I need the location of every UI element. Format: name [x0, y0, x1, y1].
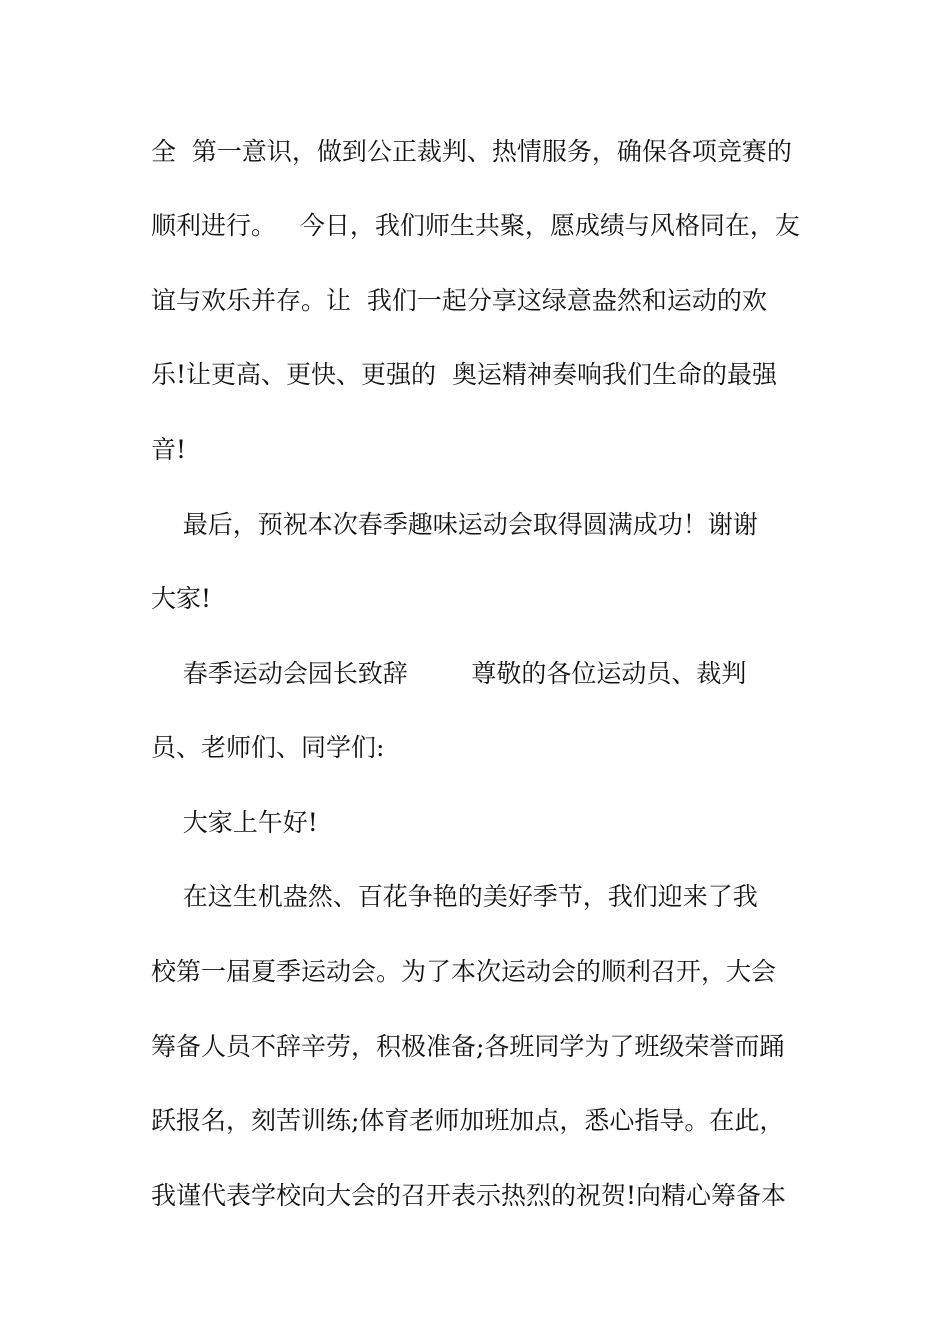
text-line-7: 大家!	[151, 584, 212, 613]
text-line-6: 最后，预祝本次春季趣味运动会取得圆满成功！谢谢	[151, 510, 758, 539]
text-line-10: 大家上午好!	[151, 808, 318, 837]
text-line-5: 音!	[151, 435, 187, 464]
text-line-3: 谊与欢乐并存。让 我们一起分享这绿意盎然和运动的欢	[151, 286, 767, 315]
text-line-11: 在这生机盎然、百花争艳的美好季节，我们迎来了我	[151, 882, 758, 911]
text-line-8: 春季运动会园长致辞 尊敬的各位运动员、裁判	[151, 659, 747, 688]
text-line-2: 顺利进行。 今日，我们师生共聚，愿成绩与风格同在，友	[151, 211, 800, 240]
text-line-4: 乐!让更高、更快、更强的 奥运精神奏响我们生命的最强	[151, 360, 777, 389]
text-line-14: 跃报名，刻苦训练;体育老师加班加点，悉心指导。在此，	[151, 1106, 785, 1135]
text-line-1: 全 第一意识，做到公正裁判、热情服务，确保各项竞赛的	[151, 137, 792, 166]
text-line-15: 我谨代表学校向大会的召开表示热烈的祝贺!向精心筹备本	[151, 1181, 787, 1210]
text-line-12: 校第一届夏季运动会。为了本次运动会的顺利召开，大会	[151, 957, 777, 986]
text-line-13: 筹备人员不辞辛劳，积极准备;各班同学为了班级荣誉而踊	[151, 1032, 785, 1061]
text-line-9: 员、老师们、同学们:	[151, 733, 385, 762]
